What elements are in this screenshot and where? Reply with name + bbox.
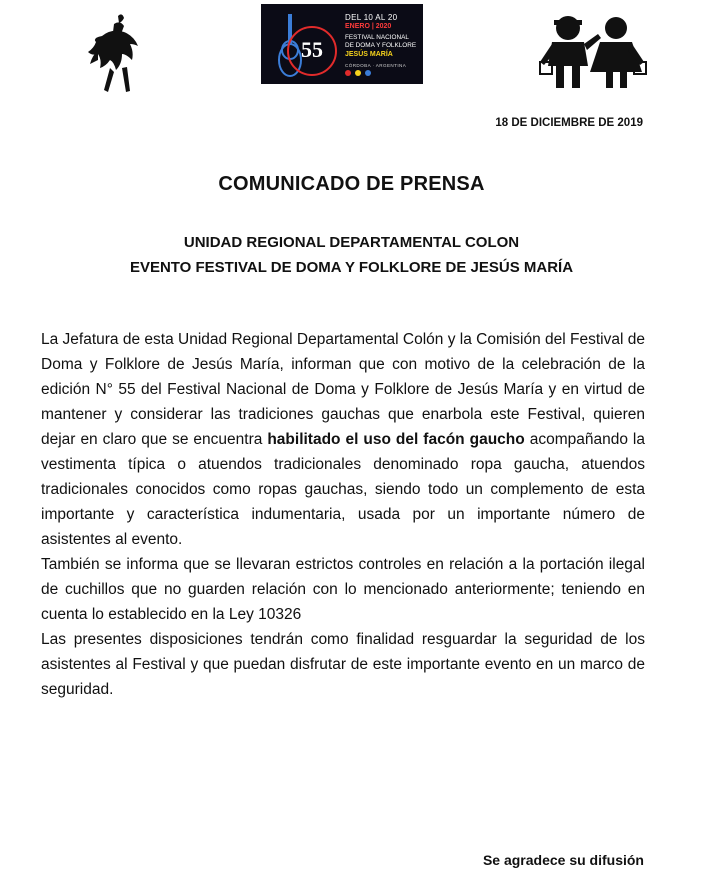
sponsor-dot xyxy=(365,70,371,76)
paragraph-1 xyxy=(41,327,645,552)
banner-date: DEL 10 AL 20 xyxy=(345,13,398,22)
banner-city: JESÚS MARÍA xyxy=(345,51,393,58)
document-date: 18 DE DICIEMBRE DE 2019 xyxy=(495,117,643,129)
edition-number: 55 xyxy=(287,26,337,76)
horse-rider-icon xyxy=(88,10,148,100)
paragraph-3: Las presentes disposiciones tendrán como finalidad resguardar la seguridad de los asistentes al Festival y que puedan disfrutar de este importante evento en un marco de seguridad. xyxy=(41,631,645,698)
banner-festival-line2: DE DOMA Y FOLKLORE xyxy=(345,42,417,49)
sponsor-dot xyxy=(355,70,361,76)
letterhead xyxy=(0,0,703,100)
paragraph-2: También se informa que se llevaran estrictos controles en relación a la portación ilegal de cuchillos que no guarden relación con lo mencionado anteriormente; teniendo en cuenta lo establecido en la Ley 10326 xyxy=(41,556,645,623)
paragraph-1-text-start: La Jefatura de esta Unidad Regional Departamental Colón y la Comisión del Festival de Doma y Folklore de Jesús María, informan que con motivo de la celebración de la edición N° 55 del Festival Nacional de Doma y Folklore de Jesús María y en virtud de mantener y considerar las tradiciones gauchas que enarbola este Festival, quieren dejar en claro que se encuentra xyxy=(41,331,645,448)
festival-banner xyxy=(261,4,423,84)
sponsor-dot xyxy=(345,70,351,76)
banner-festival-line1: FESTIVAL NACIONAL xyxy=(345,34,409,41)
paragraph-1-bold-phrase: habilitado el uso del facón gaucho xyxy=(267,431,525,448)
banner-month-year: ENERO | 2020 xyxy=(345,23,392,30)
press-release-body xyxy=(41,327,645,702)
page-title: COMUNICADO DE PRENSA xyxy=(218,173,485,195)
subtitle-line1: UNIDAD REGIONAL DEPARTAMENTAL COLON xyxy=(183,234,520,251)
two-figures-icon xyxy=(534,12,652,94)
sponsor-dots xyxy=(345,70,371,76)
banner-location: CÓRDOBA · ARGENTINA xyxy=(345,63,407,68)
closing-note: Se agradece su difusión xyxy=(482,852,644,868)
subtitle-line2: EVENTO FESTIVAL DE DOMA Y FOLKLORE DE JESÚS MARÍA xyxy=(129,259,574,276)
paragraph-1-text-end: acompañando la vestimenta típica o atuendos tradicionales denominado ropa gaucha, atuendos tradicionales conocidos como ropas gauchas, siendo todo un complemento de esta importante y característica indumentaria, usada por un importante número de asistentes al evento. xyxy=(41,431,645,548)
